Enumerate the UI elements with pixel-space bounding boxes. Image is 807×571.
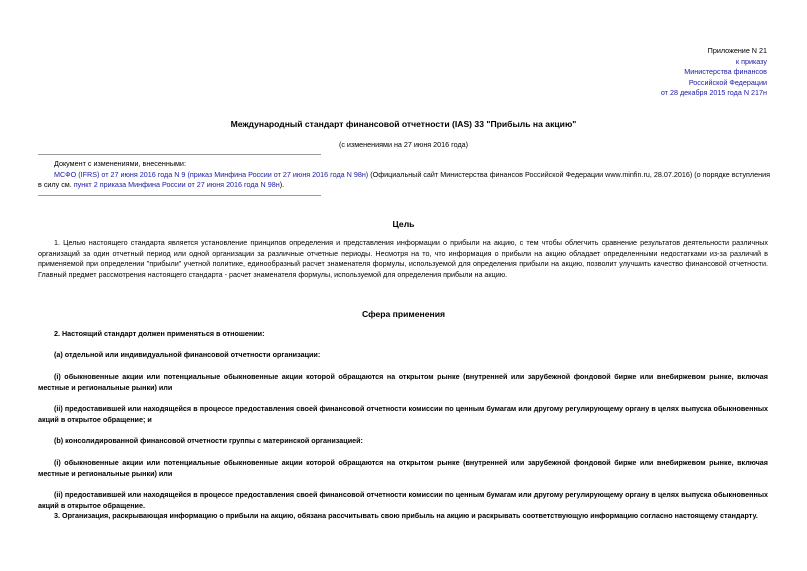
scope-item-a-i: (i) обыкновенные акции или потенциальные обыкновенные акции которой обращаются на открытом рынке (внутренней или зарубежной фондовой бирже или внебиржевом рынке, включая местные и региональные рынки) или <box>38 372 768 392</box>
scope-item-b-i: (i) обыкновенные акции или потенциальные обыкновенные акции которой обращаются на открытом рынке (внутренней или зарубежной фондовой бирже или внебиржевом рынке, включая местные и региональные рынки) или <box>38 458 768 478</box>
order-link[interactable]: к приказу <box>735 56 767 66</box>
history-bottom-divider <box>38 195 321 196</box>
order-date-link[interactable]: от 28 декабря 2015 года N 217н <box>660 88 767 98</box>
section-heading-scope: Сфера применения <box>361 309 445 319</box>
appendix-number: Приложение N 21 <box>707 46 767 55</box>
section-heading-goal: Цель <box>392 219 415 229</box>
scope-item-b-ii: (ii) предоставившей или находящейся в процессе предоставления своей финансовой отчетности комиссии по ценным бумагам или другому регулирующему органу в целях выпуска обыкновенных акций в открытое обращение. <box>38 490 768 510</box>
history-line <box>38 170 770 181</box>
document-title: Международный стандарт финансовой отчетности (IAS) 33 "Прибыль на акцию" <box>230 119 577 129</box>
scope-item-b: (b) консолидированной финансовой отчетности группы с материнской организацией: <box>54 436 363 445</box>
scope-item-a-ii: (ii) предоставившей или находящейся в процессе предоставления своей финансовой отчетности комиссии по ценным бумагам или другому регулирующему органу в целях выпуска обыкновенных акций в открытое обращение; и <box>38 404 768 424</box>
history-see-text: в силу см. <box>38 180 72 190</box>
ifrs-link[interactable]: МСФО (IFRS) от 27 июня 2016 года N 9 <box>54 169 186 179</box>
order-point-link[interactable]: пункт 2 приказа Минфина России от 27 июня 2016 года N 98н <box>73 180 280 190</box>
history-top-divider <box>38 154 321 155</box>
paragraph-1: 1. Целью настоящего стандарта является установление принципов определения и представления информации о прибыли на акцию, с тем чтобы облегчить сравнение результатов деятельности различных организаций за один отчетный период или одной организации за различные отчетные периоды. Несмотря на то, что информация о прибыли на акцию обладает определенными недостатками из-за различий в применяемой при определении "прибыли" учетной политике, единообразный расчет знаменателя формулы, используемой для определения прибыли на акцию, позволит улучшить качество финансовой отчетности. Главный предмет рассмотрения настоящего стандарта - расчет знаменателя формулы, используемой для определения прибыли на акцию. <box>38 238 768 279</box>
order-reference-header <box>661 46 767 99</box>
history-close-text: ). <box>279 180 285 190</box>
history-intro: Документ с изменениями, внесенными: <box>54 159 186 168</box>
history-source-text: (Официальный сайт Министерства финансов Российской Федерации www.minfin.ru, 28.07.2016) (о порядке вступления <box>368 169 770 179</box>
scope-item-2: 2. Настоящий стандарт должен применяться в отношении: <box>54 329 265 338</box>
ministry-link-line2[interactable]: Российской Федерации <box>688 77 767 87</box>
minfin-order-link[interactable]: (приказ Минфина России от 27 июня 2016 года N 98н) <box>187 169 369 179</box>
paragraph-3: 3. Организация, раскрывающая информацию о прибыли на акцию, обязана рассчитывать свою прибыль на акцию и раскрывать соответствующую информацию согласно настоящему стандарту. <box>54 511 758 520</box>
scope-item-a: (a) отдельной или индивидуальной финансовой отчетности организации: <box>54 350 321 359</box>
history-line-2 <box>38 180 770 191</box>
ministry-link-line1[interactable]: Министерства финансов <box>684 67 767 77</box>
document-subtitle: (с изменениями на 27 июня 2016 года) <box>338 140 469 149</box>
amendment-history <box>38 159 770 191</box>
